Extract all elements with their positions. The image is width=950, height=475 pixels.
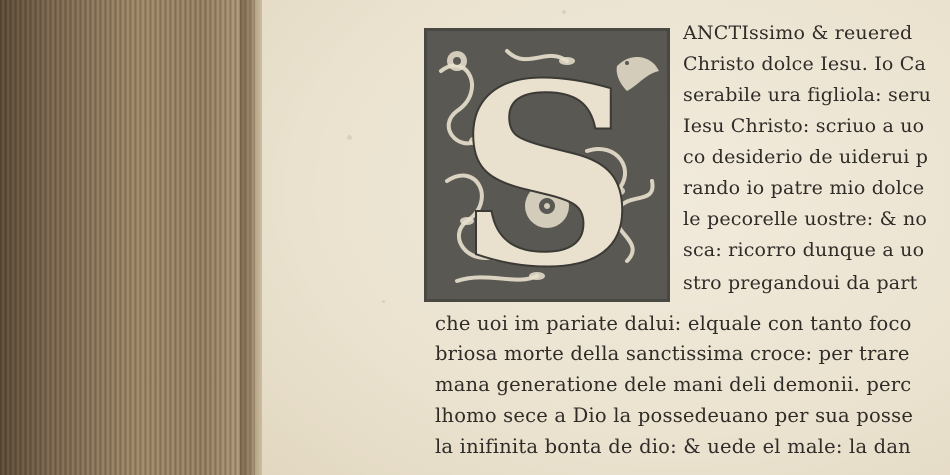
text-line: serabile ura figliola: seru: [683, 84, 932, 106]
drop-cap-letter: S: [456, 31, 638, 299]
text-line: lhomo sece a Dio la possedeuano per sua posse: [435, 404, 914, 427]
paper-foxing-spot: [562, 10, 566, 14]
paper-foxing-spot: [347, 135, 352, 140]
text-line: Christo dolce Iesu. Io Ca: [683, 53, 927, 75]
text-line: briosa morte della sanctissima croce: per trare: [435, 342, 910, 365]
text-line: co desiderio de uiderui p: [683, 146, 929, 168]
decorated-initial-s: [424, 28, 670, 302]
text-line: rando io patre mio dolce: [683, 177, 925, 199]
text-line: stro pregandoui da part: [683, 272, 918, 294]
book-page-edges: [0, 0, 255, 475]
text-line: Iesu Christo: scriuo a uo: [683, 115, 925, 137]
text-line: le pecorelle uostre: & no: [683, 208, 928, 230]
floral-ornament: [427, 31, 667, 299]
paper-foxing-spot: [382, 300, 385, 303]
text-line: mana generatione dele mani deli demonii. perc: [435, 373, 912, 396]
text-line: sca: ricorro dunque a uo: [683, 239, 925, 261]
text-line: la inifinita bonta de dio: & uede el male: la dan: [435, 435, 911, 458]
text-line: che uoi im pariate dalui: elquale con tanto foco: [435, 312, 912, 335]
text-line: ANCTIssimo & reuered: [683, 22, 913, 44]
